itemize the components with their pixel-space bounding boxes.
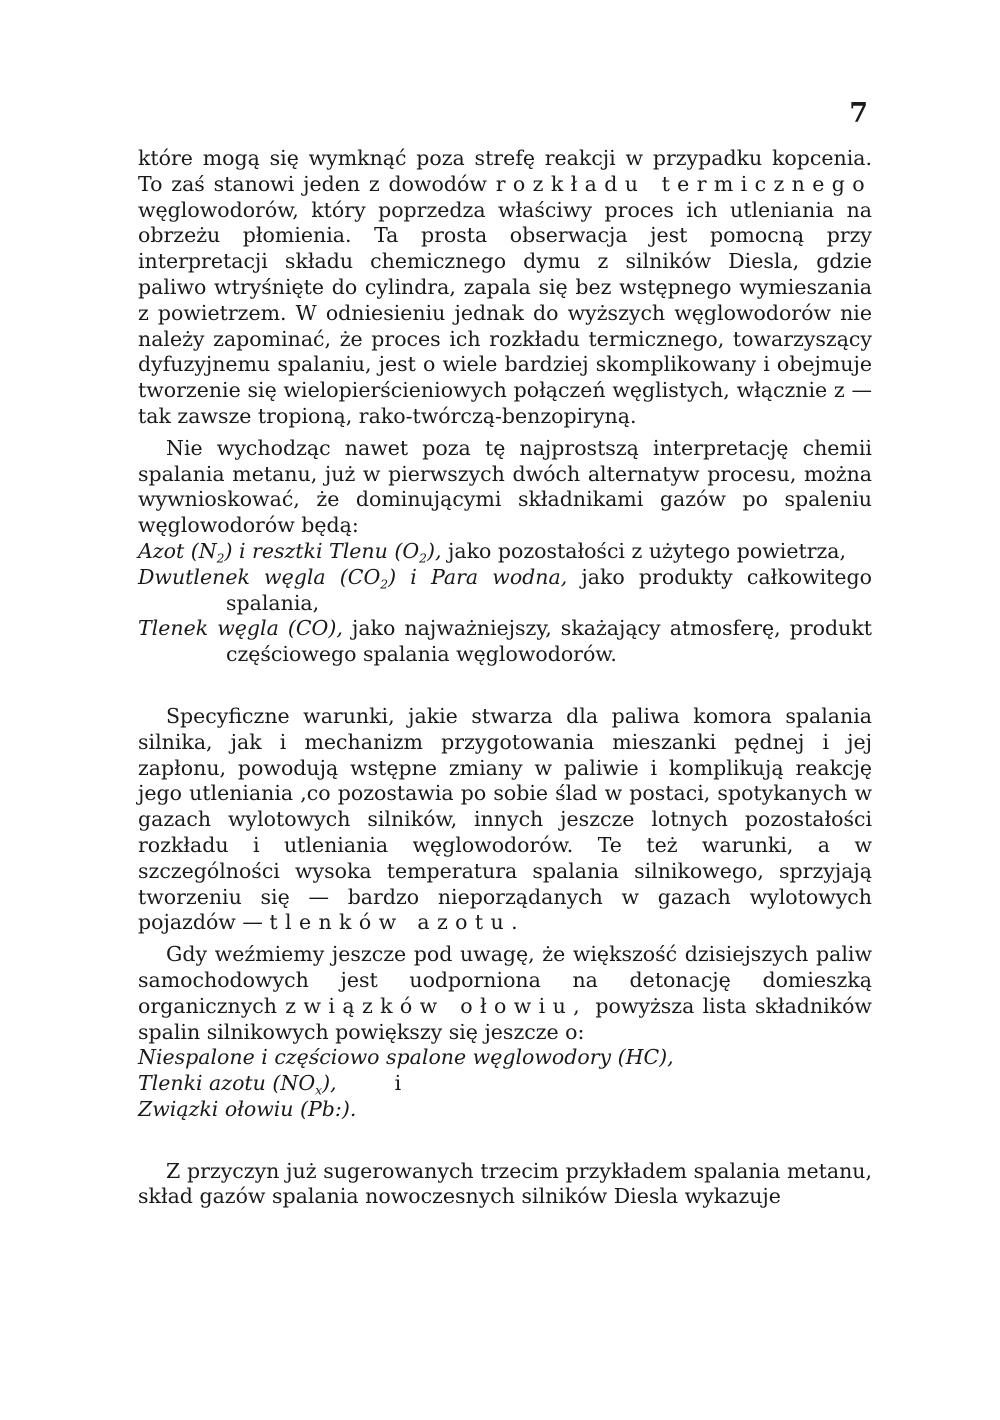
list-item-dwutlenek xyxy=(138,565,872,617)
paragraph-1-text-b: węglowodorów, który poprzedza właściwy proces ich utleniania na obrzeżu płomienia. Ta prosta obserwacja jest pomocną przy interpretacji składu chemicznego dymu z silników Diesla, gdzie paliwo wtryśnięte do cylindra, zapala się bez wstępnego wymieszania z powietrzem. W odniesieniu jednak do wyższych węglowodorów nie należy zapominać, że proces ich rozkładu termicznego, towarzyszący dyfuzyjnemu spalaniu, jest o wiele bardziej skomplikowany i obejmuje tworzenie się wielopierścieniowych połączeń węglistych, włącznie z — tak zawsze tropioną, rako-twórczą-benzopiryną. xyxy=(138,197,872,428)
list-item-azot xyxy=(138,539,872,565)
paragraph-3-text-a: Specyficzne warunki, jakie stwarza dla paliwa komora spalania silnika, jak i mechanizm przygotowania mieszanki pędnej i jej zapłonu, powodują wstępne zmiany w paliwie i komplikują reakcję jego utleniania ,co pozostawia po sobie ślad w postaci, spotykanych w gazach wylotowych silników, innych jeszcze lotnych pozostałości rozkładu i utleniania węglowodorów. Te też warunki, a w szczególności wysoka temperatura spalania silnikowego, sprzyjają tworzeniu się — bardzo nieporządanych w gazach wylotowych pojazdów — xyxy=(138,703,872,935)
paragraph-3 xyxy=(138,704,872,936)
term-tlenek: Tlenek węgla (CO), xyxy=(138,616,343,641)
emphasis-tlenkow-azotu: tlenków azotu. xyxy=(269,910,525,935)
term-azot: Azot $(N_2)$ i resztki Tlenu $(O_2)$, xyxy=(138,538,442,566)
list2-item-nox: Tlenki azotu $(NO_x)$, i xyxy=(138,1071,402,1098)
paragraph-1 xyxy=(138,146,872,430)
list-item-azot-desc: jako pozostałości z użytego powietrza, xyxy=(441,538,847,563)
paragraph-4-text-b: powyższa lista składników spalin silnikowych powiększy się jeszcze o: xyxy=(138,993,872,1044)
list2-item-hc: Niespalone i częściowo spalone węglowodory (HC), xyxy=(138,1045,674,1070)
paragraph-5: Z przyczyn już sugerowanych trzecim przykładem spalania metanu, skład gazów spalania nowoczesnych silników Diesla wykazuje xyxy=(138,1158,872,1209)
paragraph-1-text-a: które mogą się wymknąć poza strefę reakcji w przypadku kopcenia. To zaś stanowi jeden z dowodów xyxy=(138,146,872,196)
list-item-dwutlenek-desc: jako produkty całkowitego spalania, xyxy=(226,564,872,615)
list-item-tlenek-desc: jako najważniejszy, skażający atmosferę, produkt częściowego spalania węglowodorów. xyxy=(226,616,872,667)
paragraph-2: Nie wychodząc nawet poza tę najprostszą interpretację chemii spalania metanu, już w pierwszych dwóch alternatyw procesu, można wywnioskować, że dominującymi składnikami gazów po spaleniu węglowodorów będą: xyxy=(138,435,872,538)
emphasis-zwiazkow-olowiu: związków ołowiu, xyxy=(285,993,588,1018)
list2-item-pb: Związki ołowiu (Pb:). xyxy=(138,1096,357,1121)
body-text xyxy=(138,146,872,1210)
page-number: 7 xyxy=(849,98,868,129)
emphasis-rozkladu-termicznego: rozkładu termicznego xyxy=(495,171,872,196)
term-dwutlenek: Dwutlenek węgla $(CO_2)$ i Para wodna, xyxy=(138,564,568,592)
paragraph-4 xyxy=(138,942,872,1045)
paragraph-4-text-a: Gdy weźmiemy jeszcze pod uwagę, że większość dzisiejszych paliw samochodowych jest uodporniona na detonację domieszką organicznych xyxy=(138,942,872,1018)
list-item-tlenek xyxy=(138,616,872,668)
